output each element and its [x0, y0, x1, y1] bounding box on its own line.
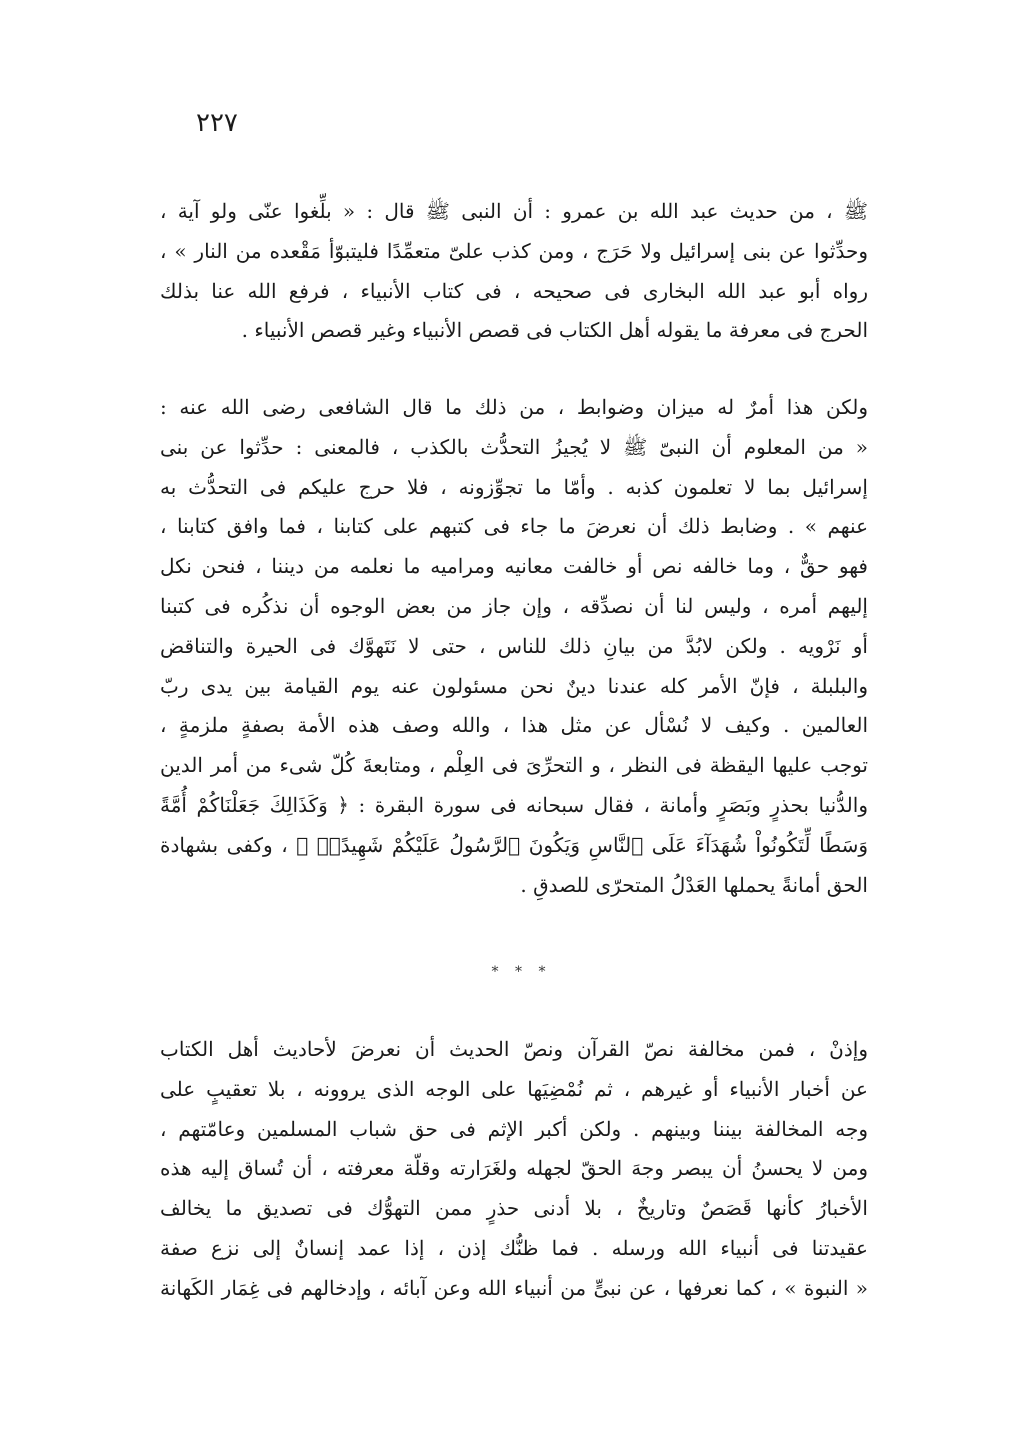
text-line: إليهم أمره ، وليس لنا أن نصدِّقه ، وإن جاز من بعض الوجوه أن نذكُره فى كتبنا: [160, 593, 868, 618]
text-line: فهو حقٌّ ، وما خالفه نص أو خالفت معانيه ومراميه ما نعلمه من ديننا ، فنحن نكل: [160, 554, 868, 579]
text-line: وإذنْ ، فمن مخالفة نصّ القرآن ونصّ الحديث أن نعرضَ لأحاديث أهل الكتاب: [160, 1037, 868, 1061]
text-line: توجب عليها اليقظة فى النظر ، و التحرِّىَ فى العِلْم ، ومتابعةَ كُلّ شىء من أمر الدين: [160, 753, 868, 778]
text-line: « من المعلوم أن النبىّ ﷺ لا يُجيزُ التحدُّث بالكذب ، فالمعنى : حدِّثوا عن بنى: [160, 434, 868, 459]
text-line: الحرج فى معرفة ما يقوله أهل الكتاب فى قصص الأنبياء وغير قصص الأنبياء .: [241, 318, 868, 343]
text-line: والدُّنيا بحذرٍ وبَصَرٍ وأمانة ، فقال سبحانه فى سورة البقرة : ﴿ وَكَذَالِكَ جَعَلْنَاكُمْ أُمَّةً: [160, 792, 868, 817]
text-line: وجه المخالفة بيننا وبينهم . ولكن أكبر الإثم فى حق شباب المسلمين وعامّتهم ،: [160, 1116, 868, 1141]
text-line: الأخبارُ كأنها قَصَصٌ وتاريخٌ ، بلا أدنى حذرٍ ممن التهوُّك فى تصديق ما يخالف: [160, 1196, 868, 1221]
text-line: رواه أبو عبد الله البخارى فى صحيحه ، فى كتاب الأنبياء ، فرفع الله عنا بذلك: [160, 278, 868, 303]
paragraph-1: [160, 192, 868, 351]
text-line: أو نَرْويه . ولكن لابُدَّ من بيانِ ذلك للناس ، حتى لا نَتَهوَّك فى الحيرة والتناقض: [160, 633, 868, 658]
text-line: عقيدتنا فى أنبياء الله ورسله . فما ظنُّك إذن ، إذا عمد إنسانٌ إلى نزع صفة: [160, 1235, 868, 1260]
text-line: عن أخبار الأنبياء أو غيرهم ، ثم نُمْضِيَها على الوجه الذى يروونه ، بلا تعقيبٍ على: [160, 1076, 868, 1101]
section-separator: * * *: [491, 964, 552, 980]
text-line: ﷺ ، من حديث عبد الله بن عمرو : أن النبى ﷺ قال : « بلِّغوا عنّى ولو آية ،: [160, 199, 868, 223]
paragraph-3: [160, 1030, 868, 1309]
paragraph-2: [160, 388, 868, 905]
page-number: ٢٢٧: [196, 108, 238, 138]
text-line: « النبوة » ، كما نعرفها ، عن نبىٍّ من أنبياء الله وعن آبائه ، وإدخالهم فى غِمَار الكَهانة: [160, 1275, 868, 1300]
text-line: الحق أمانةً يحملها العَدْلُ المتحرّى للصدقِ .: [520, 872, 868, 897]
text-line: العالمين . وكيف لا نُسْأل عن مثل هذا ، والله وصف هذه الأمة بصفةٍ ملزمةٍ ،: [160, 713, 868, 738]
text-line: وَسَطًا لِّتَكُونُواْ شُهَدَآءَ عَلَى ٱلنَّاسِ وَيَكُونَ ٱلرَّسُولُ عَلَيْكُمْ شَهِيدًاۗ ﴾ ، وكفى بشهادة: [160, 832, 868, 857]
text-line: وحدِّثوا عن بنى إسرائيل ولا حَرَج ، ومن كذب علىّ متعمِّدًا فليتبوّأ مَقْعده من النار » ،: [160, 238, 868, 263]
text-line: ولكن هذا أمرٌ له ميزان وضوابط ، من ذلك ما قال الشافعى رضى الله عنه :: [160, 395, 868, 419]
text-line: إسرائيل بما لا تعلمون كذبه . وأمّا ما تجوِّزونه ، فلا حرج عليكم فى التحدُّث به: [160, 474, 868, 499]
text-line: ومن لا يحسنُ أن يبصر وجهَ الحقّ لجهله ولغَرَارته وقلّة معرفته ، أن تُساق إليه هذه: [160, 1156, 868, 1181]
text-line: والبلبلة ، فإنّ الأمر كله عندنا دينٌ نحن مسئولون عنه يوم القيامة بين يدى ربّ: [160, 673, 868, 698]
text-line: عنهم » . وضابط ذلك أن نعرضَ ما جاء فى كتبهم على كتابنا ، فما وافق كتابنا ،: [160, 514, 868, 539]
